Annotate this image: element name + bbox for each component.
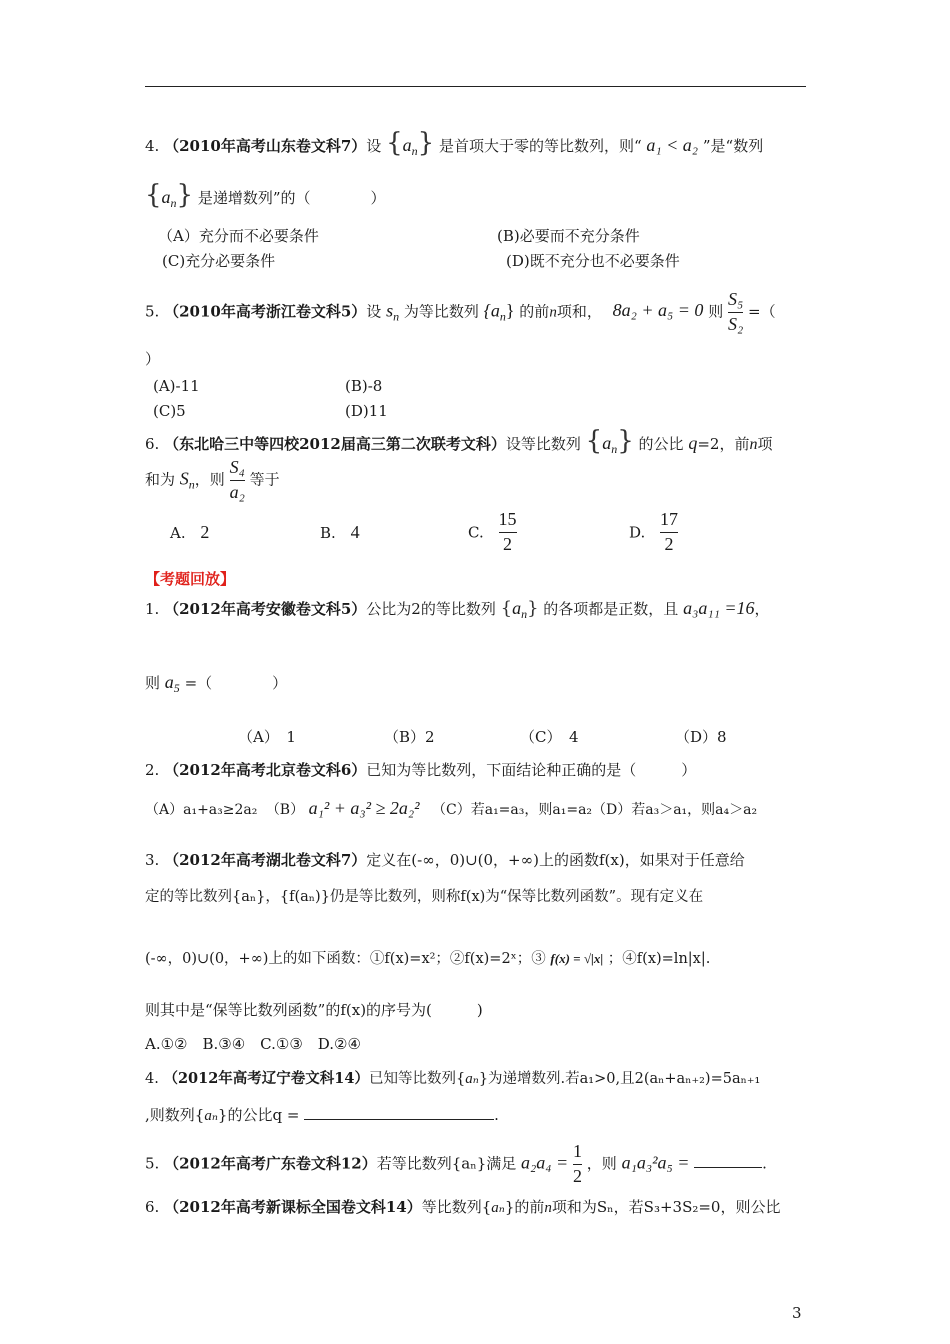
math-n: n [549, 304, 557, 321]
text: 已知为等比数列，下面结论种正确的是（ ） [366, 761, 697, 779]
text: }为递增数列.若a₁>0,且2(aₙ+aₙ₊₂)=5aₙ₊₁ [478, 1071, 761, 1087]
frac-bar [573, 1164, 582, 1165]
math-seq: a [161, 187, 171, 207]
text: ，则 [194, 470, 225, 489]
opt-fraction [660, 510, 678, 555]
text: 若等比数列{aₙ}满足 [376, 1154, 517, 1173]
text: 已知等比数列{ [369, 1071, 466, 1087]
text: ,则数列{ [145, 1106, 205, 1124]
math-ineq: a₁² + a₃² ≥ 2a₂² [308, 798, 420, 818]
r6-line1 [145, 1198, 780, 1217]
frac-num: 15 [498, 509, 517, 529]
r1-opt-b: （B）2 [384, 728, 435, 746]
q-source: （2012年高考北京卷文科6） [164, 761, 367, 779]
q-source: （2012年高考湖北卷文科7） [164, 851, 367, 869]
opt-label: A. [170, 524, 186, 542]
math-n: n [544, 1200, 552, 1216]
q6-line1 [145, 426, 772, 457]
q6-line2 [145, 458, 280, 503]
math-seq: a [512, 598, 522, 618]
math-an: aₙ [204, 1108, 218, 1124]
text: 设等比数列 [505, 435, 581, 453]
r5-line1 [145, 1142, 767, 1187]
math-sub: n [170, 196, 177, 210]
math-f3: f(x) = √|x| [550, 951, 604, 966]
text: =（ [748, 302, 776, 321]
q-number: 6. [145, 1198, 160, 1216]
q5-opt-c: (C)5 [153, 402, 186, 420]
r3-line2: 定的等比数列{aₙ}，{f(aₙ)}仍是等比数列，则称f(x)为“保等比数列函数”。现有定义在 [145, 889, 704, 905]
q-number: 4. [145, 137, 160, 155]
text: ， [754, 600, 770, 618]
brace-right: } [527, 598, 539, 619]
frac-den: S₂ [728, 313, 744, 334]
q6-opt-c [468, 510, 517, 555]
q5-opt-a: (A)-11 [153, 377, 200, 395]
math-a5: a [164, 672, 174, 692]
frac-bar [499, 532, 517, 533]
opt-label: D. [629, 523, 646, 542]
fraction-s5-s2 [728, 290, 743, 335]
r3-options: A.①② B.③④ C.①③ D.②④ [145, 1035, 361, 1053]
text: 设 [366, 137, 382, 155]
q4-line2 [145, 180, 386, 211]
page-number: 3 [792, 1304, 802, 1322]
text: 项和， [556, 302, 602, 321]
q5-line1 [145, 290, 776, 335]
answer-blank[interactable] [304, 1119, 494, 1120]
frac-bar [728, 312, 743, 313]
math-eq1: a₂a₄ = [521, 1152, 569, 1173]
r4-line1 [145, 1070, 760, 1088]
math-seq: {a [483, 300, 500, 321]
text: 项和为Sₙ，若S₃+3S₂=0，则公比 [551, 1198, 781, 1216]
text: ；④f(x)=ln|x|. [607, 951, 711, 967]
frac-num: S₅ [728, 289, 744, 309]
text: 的各项都是正数，且 [543, 600, 679, 618]
frac-num: S₄ [229, 457, 245, 477]
text: 设 [366, 302, 382, 321]
brace-right: } [417, 128, 435, 158]
text: 等于 [249, 470, 280, 489]
text: 项 [757, 435, 773, 453]
opt-label: B. [320, 524, 336, 542]
r2-opt-a: （A）a₁+a₃≥2a₂ [145, 802, 258, 818]
math-sn: s [386, 300, 394, 321]
frac-den: 2 [572, 1165, 582, 1186]
q4-line1 [145, 128, 763, 159]
math-seq: a [602, 433, 612, 453]
text: 定义在(-∞，0)∪(0，+∞)上的函数f(x)，如果对于任意给 [366, 851, 745, 869]
frac-bar [230, 480, 245, 481]
q-source: （2012年高考新课标全国卷文科14） [164, 1198, 422, 1216]
r2-opt-b: （B） [265, 802, 305, 818]
brace-left: { [500, 598, 513, 619]
q-number: 3. [145, 851, 160, 869]
text: 为等比数列 [403, 302, 479, 321]
frac-num: 17 [660, 509, 679, 529]
text: 是递增数列”的（ ） [197, 189, 386, 207]
q-source: （2010年高考山东卷文科7） [164, 137, 367, 155]
frac-num: 1 [572, 1141, 582, 1161]
math-sub: n [188, 477, 195, 492]
r1-line1 [145, 598, 770, 621]
q-number: 2. [145, 761, 160, 779]
q4-opt-b: (B)必要而不充分条件 [497, 227, 640, 245]
q5-opt-d: (D)11 [345, 402, 388, 420]
r3-line3 [145, 951, 710, 968]
q-number: 1. [145, 600, 160, 618]
text: 则 [145, 674, 161, 692]
q6-opt-b [320, 522, 360, 544]
text: 是首项大于零的等比数列，则“ [438, 137, 642, 155]
r3-line1 [145, 851, 745, 869]
math-eq: 8a₂ + a₅ = 0 [612, 300, 704, 321]
answer-blank[interactable] [694, 1167, 762, 1168]
text: 则 [708, 302, 724, 321]
r2-line2 [145, 798, 757, 820]
frac-bar [660, 532, 678, 533]
opt-value: 4 [350, 522, 360, 542]
fraction-half [573, 1142, 582, 1187]
text: =（ ） [184, 674, 288, 692]
r3-line4: 则其中是“保等比数列函数”的f(x)的序号为( ) [145, 1001, 483, 1019]
q6-opt-d [629, 510, 678, 555]
math-sub: 5 [173, 681, 180, 695]
text: . [494, 1106, 499, 1124]
brace-left: { [145, 180, 162, 210]
q-number: 6. [145, 435, 160, 453]
math-an: aₙ [465, 1071, 479, 1087]
q5-close: ） [145, 350, 161, 368]
brace-left: { [386, 128, 403, 158]
text: 的前 [519, 302, 550, 321]
brace-left: { [585, 426, 603, 456]
opt-label: C. [468, 523, 484, 542]
math-seq: a [402, 135, 412, 155]
r2-line1 [145, 761, 696, 779]
r1-opt-c: （C） 4 [520, 728, 579, 746]
math-q: q [688, 433, 698, 453]
q-number: 5. [145, 302, 160, 321]
text: 和为 [145, 470, 176, 489]
q-number: 5. [145, 1154, 160, 1173]
text: 公比为2的等比数列 [366, 600, 496, 618]
frac-den: 2 [664, 533, 674, 554]
math-brace: } [505, 300, 515, 321]
r1-opt-a: （A） 1 [238, 728, 296, 746]
math-sn: S [179, 468, 189, 489]
text: (-∞，0)∪(0，+∞)上的如下函数：①f(x)=x²；②f(x)=2ˣ；③ [145, 951, 546, 967]
section-header: 【考题回放】 [145, 570, 236, 588]
text: . [762, 1154, 767, 1173]
text: }的前 [504, 1198, 545, 1216]
q-source: （东北哈三中等四校2012届高三第二次联考文科） [164, 435, 506, 453]
brace-right: } [617, 426, 634, 456]
opt-fraction [499, 510, 517, 555]
math-n: n [749, 436, 758, 453]
math-eq2: a₁a₃²a₅ = [621, 1152, 690, 1173]
r2-opt-cd: （C）若a₁=a₃，则a₁=a₂（D）若a₃＞a₁，则a₄＞a₂ [432, 802, 758, 818]
math-eq: a₃a₁₁ =16 [683, 598, 755, 618]
q4-opt-c: (C)充分必要条件 [162, 252, 276, 270]
math-sub: n [499, 309, 506, 324]
frac-den: 2 [503, 533, 512, 554]
q6-opt-a [170, 522, 209, 544]
brace-right: } [176, 180, 194, 210]
q-number: 4. [145, 1071, 159, 1087]
fraction-s4-a2 [230, 458, 245, 503]
q-source: （2010年高考浙江卷文科5） [164, 302, 367, 321]
q4-opt-a: （A）充分而不必要条件 [158, 227, 319, 245]
q-source: （2012年高考辽宁卷文科14） [163, 1070, 369, 1087]
text: ”是“数列 [702, 137, 764, 155]
r1-line2 [145, 672, 287, 695]
text: ，则 [586, 1154, 617, 1173]
r1-opt-d: （D）8 [675, 728, 727, 746]
q4-opt-d: (D)既不充分也不必要条件 [506, 252, 680, 270]
math-sub: n [411, 144, 418, 158]
q-source: （2012年高考广东卷文科12） [164, 1154, 377, 1173]
header-rule [145, 86, 806, 87]
math-sub: n [521, 607, 528, 621]
math-cond: a₁ < a₂ [646, 135, 699, 155]
frac-den: a₂ [229, 481, 245, 502]
q-source: （2012年高考安徽卷文科5） [164, 600, 367, 618]
text: }的公比q = [217, 1106, 300, 1124]
text: =2，前 [697, 435, 750, 453]
text: 的公比 [638, 435, 684, 453]
math-sub: n [611, 442, 618, 456]
math-sub: n [393, 309, 400, 324]
math-an: aₙ [491, 1200, 505, 1216]
opt-value: 2 [200, 522, 210, 542]
r4-line2 [145, 1106, 499, 1125]
q5-opt-b: (B)-8 [345, 377, 383, 395]
text: 等比数列{ [421, 1198, 492, 1216]
